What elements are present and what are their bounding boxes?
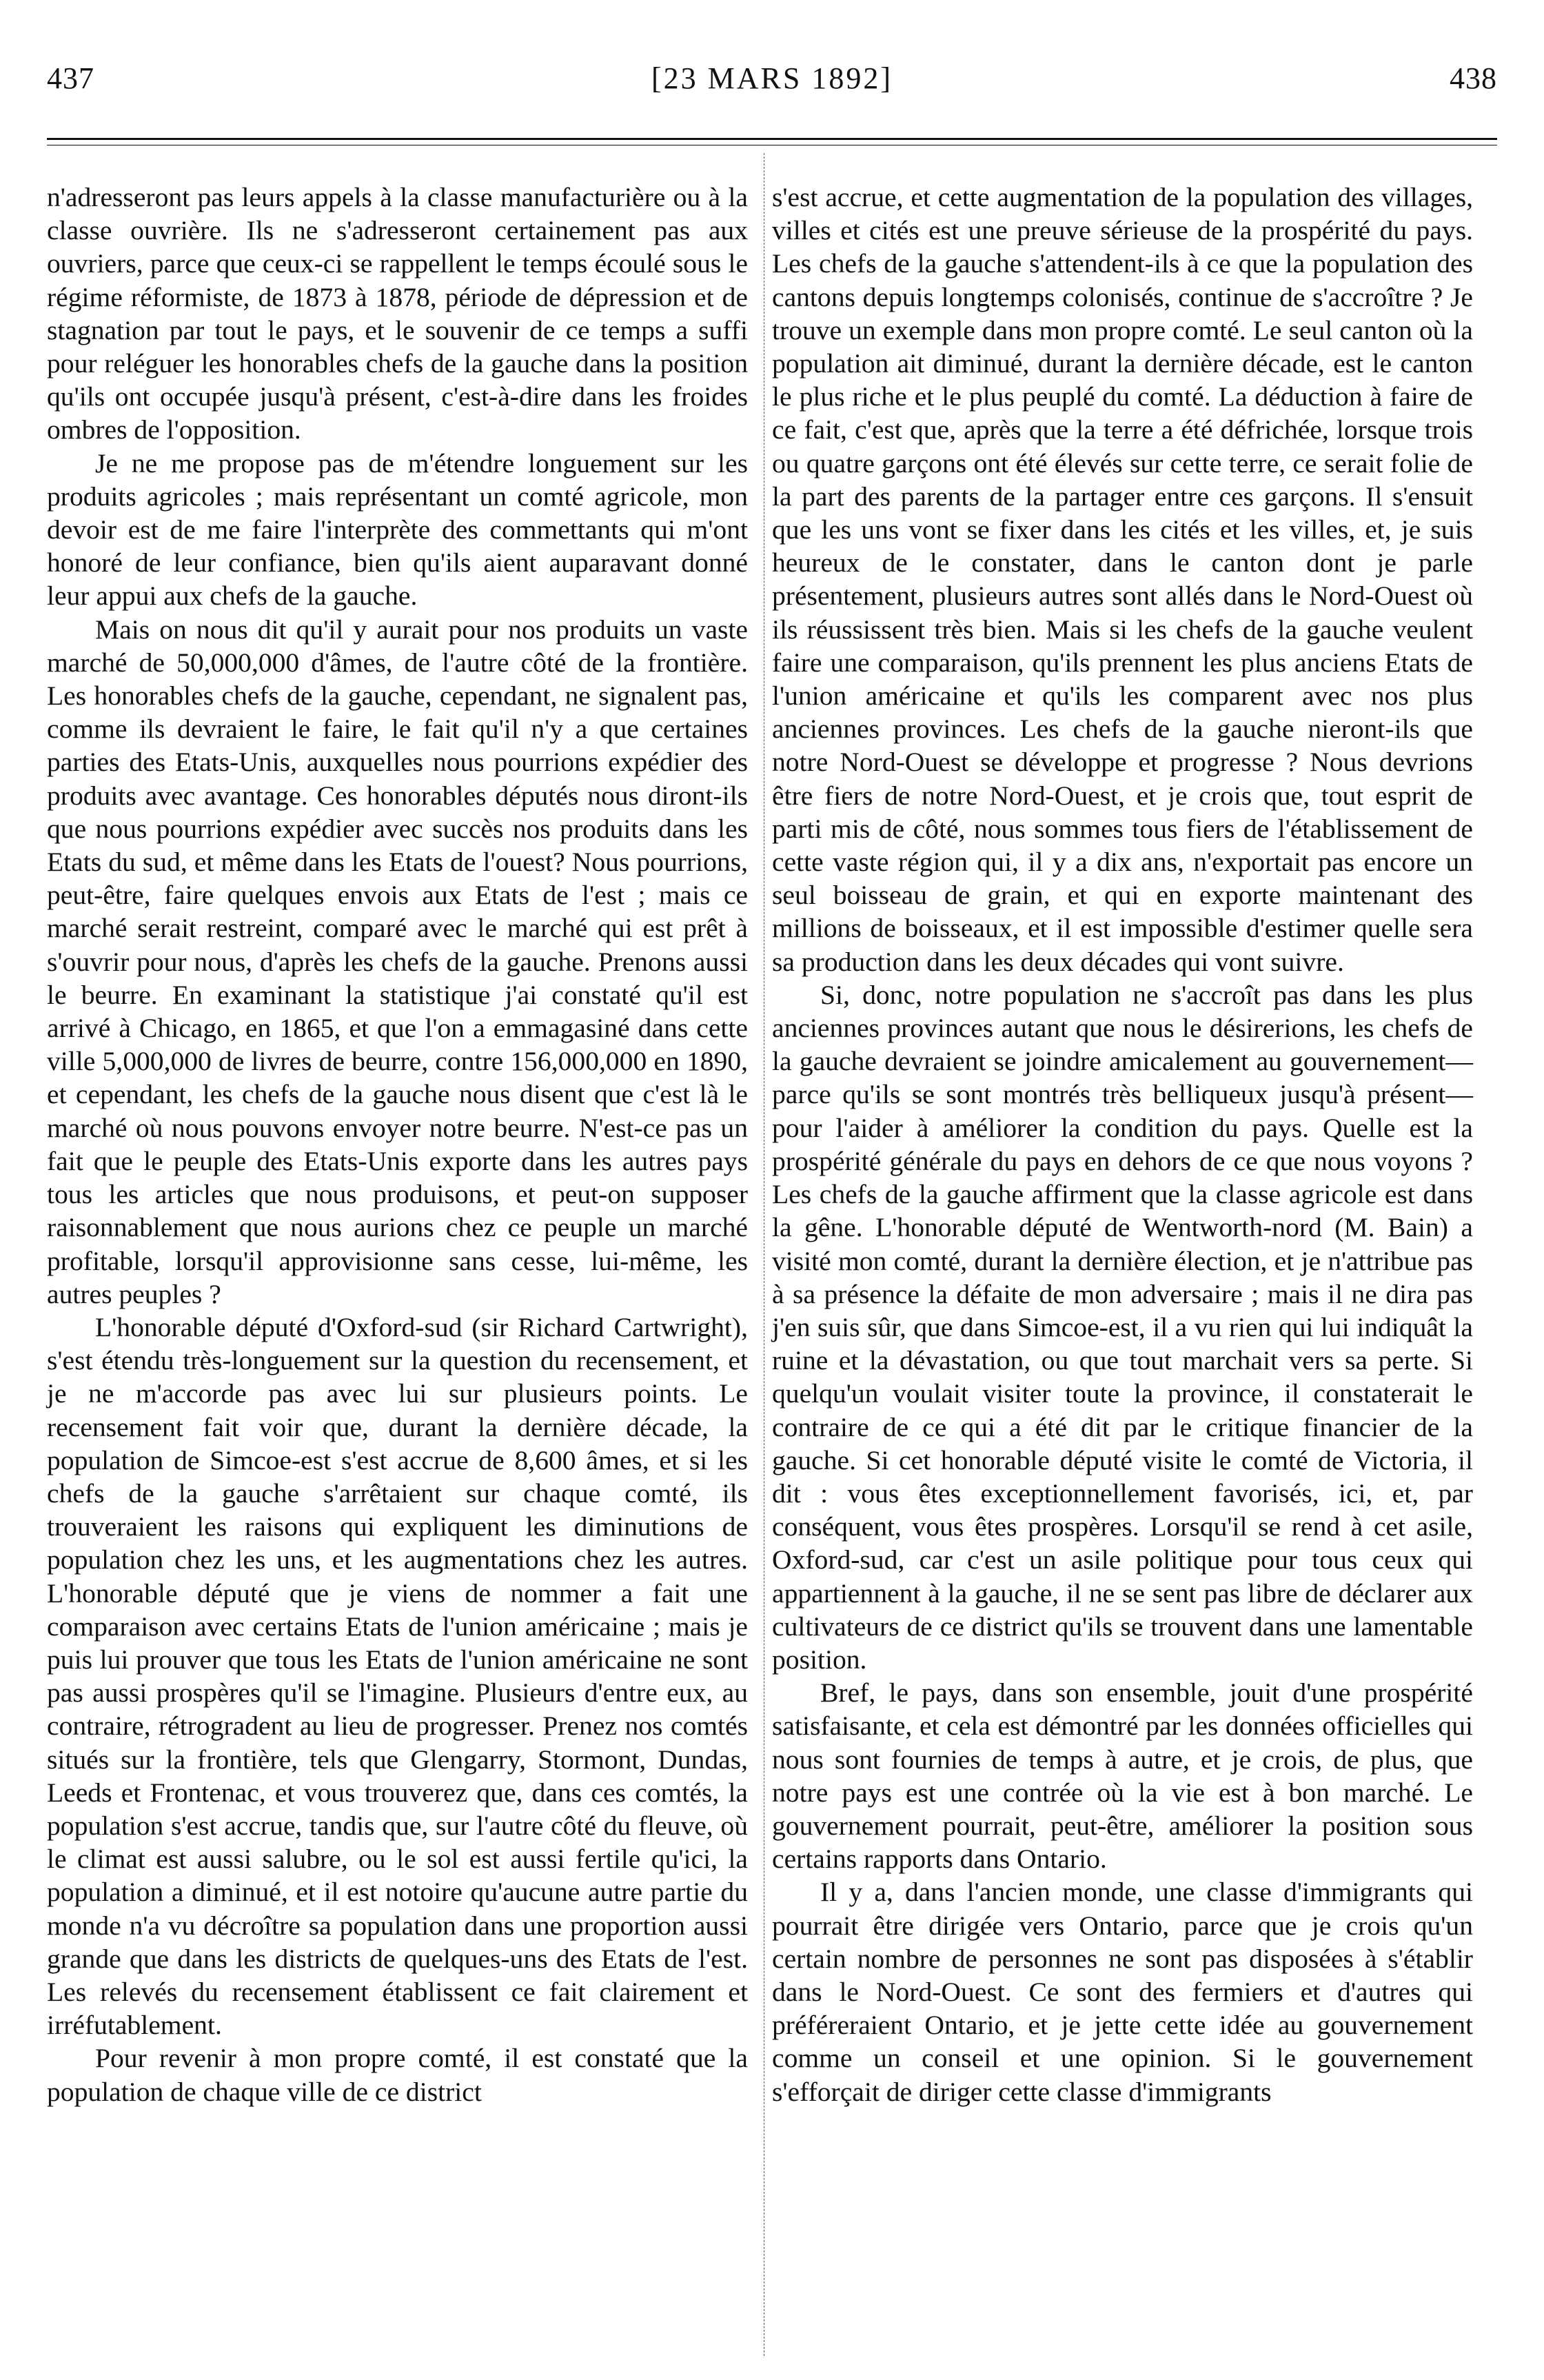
paragraph: n'adresseront pas leurs appels à la classe manufacturière ou à la classe ouvrière. Ils ne s'adresseront certainement pas aux ouvriers, parce que ceux-ci se rappellent le temps écoulé sous le régime réformiste, de 1873 à 1878, période de dépression et de stagnation par tout le pays, et le souvenir de ce temps a suffi pour reléguer les honorables chefs de la gauche dans la position qu'ils ont occupée jusqu'à présent, c'est-à-dire dans les froides ombres de l'opposition. — [47, 182, 748, 445]
paragraph: Mais on nous dit qu'il y aurait pour nos produits un vaste marché de 50,000,000 d'âmes, de l'autre côté de la frontière. Les honorables chefs de la gauche, cependant, ne signalent pas, comme ils devraient le faire, le fait qu'il n'y a que certaines parties des Etats-Unis, auxquelles nous pourrions expédier des produits avec avantage. Ces honorables députés nous diront-ils que nous pourrions expédier avec succès nos produits dans les Etats du sud, et même dans les Etats de l'ouest? Nous pourrions, peut-être, faire quelques envois aux Etats de l'est ; mais ce marché serait restreint, comparé avec le marché qui est prêt à s'ouvrir pour nous, d'après les chefs de la gauche. Prenons aussi le beurre. En examinant la statistique j'ai constaté qu'il est arrivé à Chicago, en 1865, et que l'on a emmagasiné dans cette ville 5,000,000 de livres de beurre, contre 156,000,000 en 1890, et cependant, les chefs de la gauche nous disent que c'est là le marché où nous pouvons envoyer notre beurre. N'est-ce pas un fait que le peuple des Etats-Unis exporte dans les autres pays tous les articles que nous produisons, et peut-on supposer raisonnablement que nous aurions chez ce peuple un marché profitable, lorsqu'il approvisionne sans cesse, lui-même, les autres peuples ? — [47, 614, 748, 1309]
paragraph: L'honorable député d'Oxford-sud (sir Richard Cartwright), s'est étendu très-longuement sur la question du recensement, et je ne m'accorde pas avec lui sur plusieurs points. Le recensement fait voir que, durant la dernière décade, la population de Simcoe-est s'est accrue de 8,600 âmes, et si les chefs de la gauche s'arrêtaient sur chaque comté, ils trouveraient les raisons qui expliquent les diminutions de population chez les uns, et les augmentations chez les autres. L'honorable député que je viens de nommer a fait une comparaison avec certains Etats de l'union américaine ; mais je puis lui prouver que tous les Etats de l'union américaine ne sont pas aussi prospères qu'il se l'imagine. Plusieurs d'entre eux, au contraire, rétrogradent au lieu de progresser. Prenez nos comtés situés sur la frontière, tels que Glengarry, Stormont, Dundas, Leeds et Frontenac, et vous trouverez que, dans ces comtés, la population s'est accrue, tandis que, sur l'autre côté du fleuve, où le climat est aussi salubre, ou le sol est aussi fertile qu'ici, la population a diminué, et il est notoire qu'aucune autre partie du monde n'a vu décroître sa population dans une proportion aussi grande que dans les districts de quelques-uns des Etats de l'est. Les relevés du recensement établissent ce fait clairement et irréfutablement. — [47, 1311, 748, 2041]
paragraph: Je ne me propose pas de m'étendre longuement sur les produits agricoles ; mais représentant un comté agricole, mon devoir est de me faire l'interprète des commettants qui m'ont honoré de leur confiance, bien qu'ils aient auparavant donné leur appui aux chefs de la gauche. — [47, 447, 748, 612]
paragraph: Bref, le pays, dans son ensemble, jouit d'une prospérité satisfaisante, et cela est démontré par les données officielles qui nous sont fournies de temps à autre, et je crois, de plus, que notre pays est une contrée où la vie est à bon marché. Le gouvernement pourrait, peut-être, améliorer la position sous certains rapports dans Ontario. — [772, 1677, 1473, 1875]
paragraph: Pour revenir à mon propre comté, il est constaté que la population de chaque ville de ce district — [47, 2043, 748, 2107]
page-number-left: 437 — [47, 61, 94, 95]
page-date-header: [23 MARS 1892] — [651, 61, 893, 95]
left-column — [47, 181, 748, 2108]
page-number-right: 438 — [1450, 61, 1497, 95]
paragraph: Il y a, dans l'ancien monde, une classe d'immigrants qui pourrait être dirigée vers Ontario, parce que je crois qu'un certain nombre de personnes ne sont pas disposées à s'établir dans le Nord-Ouest. Ce sont des fermiers et d'autres qui préféreraient Ontario, et je jette cette idée au gouvernement comme un conseil et une opinion. Si le gouvernement s'efforçait de diriger cette classe d'immigrants — [772, 1877, 1473, 2107]
column-divider — [764, 153, 765, 2356]
paragraph: s'est accrue, et cette augmentation de la population des villages, villes et cités est une preuve sérieuse de la prospérité du pays. Les chefs de la gauche s'attendent-ils à ce que la population des cantons depuis longtemps colonisés, continue de s'accroître ? Je trouve un exemple dans mon propre comté. Le seul canton où la population ait diminué, durant la dernière décade, est le canton le plus riche et le plus peuplé du comté. La déduction à faire de ce fait, c'est que, après que la terre a été défrichée, lorsque trois ou quatre garçons ont été élevés sur cette terre, ce serait folie de la part des parents de la partager entre ces garçons. Il s'ensuit que les uns vont se fixer dans les cités et les villes, et, je suis heureux de le constater, dans le canton dont je parle présentement, plusieurs autres sont allés dans le Nord-Ouest où ils réussissent très bien. Mais si les chefs de la gauche veulent faire une comparaison, qu'ils prennent les plus anciens Etats de l'union américaine et qu'ils les comparent avec nos plus anciennes provinces. Les chefs de la gauche nieront-ils que notre Nord-Ouest se développe et progresse ? Nous devrions être fiers de notre Nord-Ouest, et je crois que, tout esprit de parti mis de côté, nous sommes tous fiers de l'établissement de cette vaste région qui, il y a dix ans, n'exportait pas encore un seul boisseau de grain, et qui en exporte maintenant des millions de boisseaux, et il est impossible d'estimer quelle sera sa production dans les deux décades qui vont suivre. — [772, 182, 1473, 977]
header-rule-thick — [47, 138, 1497, 140]
right-column — [772, 181, 1473, 2108]
paragraph: Si, donc, notre population ne s'accroît pas dans les plus anciennes provinces autant que nous le désirerions, les chefs de la gauche devraient se joindre amicalement au gouvernement—parce qu'ils se sont montrés très belliqueux jusqu'à présent—pour l'aider à améliorer la condition du pays. Quelle est la prospérité générale du pays en dehors de ce que nous voyons ? Les chefs de la gauche affirment que la classe agricole est dans la gêne. L'honorable député de Wentworth-nord (M. Bain) a visité mon comté, durant la dernière élection, et je n'attribue pas à sa présence la défaite de mon adversaire ; mais il ne dira pas j'en suis sûr, que dans Simcoe-est, il a vu rien qui lui indiquât la ruine et la dévastation, ou que tout marchait vers sa perte. Si quelqu'un voulait visiter toute la province, il constaterait le contraire de ce qui a été dit par le critique financier de la gauche. Si cet honorable député visite le comté de Victoria, il dit : vous êtes exceptionnellement favorisés, ici, et, par conséquent, vous êtes prospères. Lorsqu'il se rend à cet asile, Oxford-sud, car c'est un asile politique pour tous ceux qui appartiennent à la gauche, il ne se sent pas libre de déclarer aux cultivateurs de ce district qu'ils se trouvent dans une lamentable position. — [772, 979, 1473, 1675]
